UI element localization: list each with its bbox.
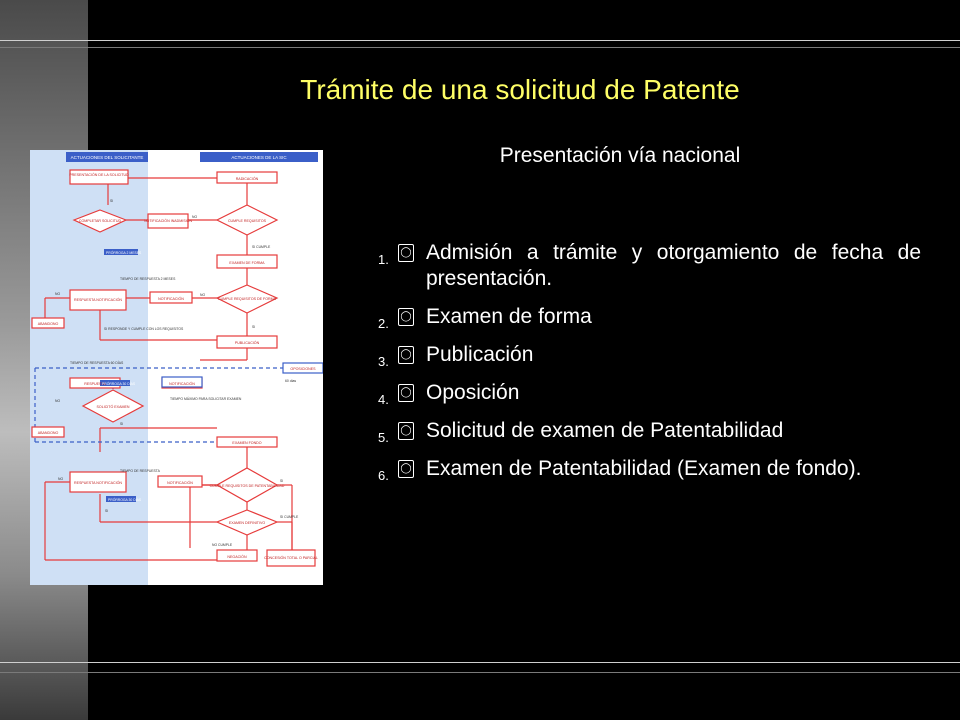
step-number: 6. xyxy=(378,468,389,483)
slide-subtitle: Presentación vía nacional xyxy=(499,144,741,167)
slide-title: Trámite de una solicitud de Patente xyxy=(300,74,740,105)
node-cumple3: CUMPLE REQUISITOS DE PATENTABILIDAD xyxy=(209,484,285,488)
bottom-rule-1 xyxy=(0,662,960,663)
node-abandono2: ABANDONO xyxy=(37,431,59,435)
applicant-header: ACTUACIONES DEL SOLICITANTE xyxy=(70,155,144,160)
sic-header: ACTUACIONES DE LA SIC xyxy=(231,155,287,160)
node-cumple2: CUMPLE REQUISITOS DE FORMA xyxy=(217,297,277,301)
node-examen-forma: EXAMEN DE FORMA xyxy=(229,261,265,265)
list-item xyxy=(378,342,921,368)
node-presentacion: PRESENTACIÓN DE LA SOLICITUD xyxy=(69,173,129,177)
node-notif4: NOTIFICACIÓN xyxy=(167,481,193,485)
list-item xyxy=(378,418,921,444)
bullet-icon: ◯ xyxy=(398,460,414,478)
step-number: 3. xyxy=(378,354,389,369)
node-respuesta2: RESPUESTA xyxy=(84,382,106,386)
bullet-icon: ◯ xyxy=(398,422,414,440)
edge-no-3: NO xyxy=(55,292,61,296)
list-item xyxy=(378,240,921,292)
node-abandono1: ABANDONO xyxy=(37,322,59,326)
edge-si-cumple: SI CUMPLE xyxy=(252,245,271,249)
edge-resp: SI RESPONDE Y CUMPLE CON LOS REQUISITOS xyxy=(104,327,184,331)
node-publicacion: PUBLICACIÓN xyxy=(234,341,260,345)
node-completar: COMPLETAR SOLICITUD xyxy=(78,219,122,223)
step-text: Admisión a trámite y otorgamiento de fecha de presentación. xyxy=(426,241,921,290)
node-radicacion: RADICACIÓN xyxy=(235,177,259,181)
edge-t4: TIEMPO DE RESPUESTA xyxy=(120,469,160,473)
edge-no-5: NO xyxy=(58,477,64,481)
edge-no-4: NO xyxy=(55,399,61,403)
edge-si-cumple-2: SI CUMPLE xyxy=(280,515,299,519)
edge-p2: PRÓRROGA 30 DÍAS xyxy=(102,382,136,386)
top-rule-1 xyxy=(0,40,960,41)
step-text: Examen de forma xyxy=(426,305,592,328)
steps-list xyxy=(378,240,921,494)
edge-si-4: SI xyxy=(280,479,284,483)
edge-no-2: NO xyxy=(200,293,206,297)
edge-p3: PRÓRROGA 30 DÍAS xyxy=(108,498,142,502)
step-text: Solicitud de examen de Patentabilidad xyxy=(426,419,784,442)
step-text: Publicación xyxy=(426,343,534,366)
list-item xyxy=(378,380,921,406)
node-respuesta1: RESPUESTA NOTIFICACIÓN xyxy=(73,298,123,302)
node-examen-fondo: EXAMEN FONDO xyxy=(232,441,262,445)
edge-si-1: SI xyxy=(110,199,114,203)
step-text: Examen de Patentabilidad (Examen de fondo). xyxy=(426,457,862,480)
node-oposiciones: OPOSICIONES xyxy=(290,367,316,371)
list-item xyxy=(378,304,921,330)
patent-flowchart xyxy=(30,150,323,585)
step-number: 4. xyxy=(378,392,389,407)
edge-p1: PRÓRROGA 2 MESES xyxy=(106,251,142,255)
edge-si-2: SI xyxy=(252,325,256,329)
top-rule-2 xyxy=(0,47,960,48)
node-solicito: SOLICITÓ EXAMEN xyxy=(96,405,130,409)
list-item xyxy=(378,456,921,482)
step-text: Oposición xyxy=(426,381,520,404)
edge-t2: TIEMPO DE RESPUESTA 60 DÍAS xyxy=(70,361,124,365)
node-notif3: NOTIFICACIÓN xyxy=(169,382,195,386)
node-negacion: NEGACIÓN xyxy=(227,555,247,559)
node-concesion: CONCESIÓN TOTAL O PARCIAL xyxy=(264,556,318,560)
node-notif2: NOTIFICACIÓN xyxy=(158,297,184,301)
node-respuesta3: RESPUESTA NOTIFICACIÓN xyxy=(73,481,123,485)
edge-t3: TIEMPO MÁXIMO PARA SOLICITAR EXAMEN xyxy=(170,397,242,401)
edge-si-3: SI xyxy=(120,422,124,426)
edge-dias: 60 días xyxy=(285,379,297,383)
node-cumple1: CUMPLE REQUISITOS xyxy=(227,219,267,223)
step-number: 1. xyxy=(378,252,389,267)
bottom-rule-2 xyxy=(0,672,960,673)
bullet-icon: ◯ xyxy=(398,346,414,364)
node-examen-def: EXAMEN DEFINITIVO xyxy=(228,521,266,525)
edge-no-1: NO xyxy=(192,215,198,219)
step-number: 2. xyxy=(378,316,389,331)
bullet-icon: ◯ xyxy=(398,384,414,402)
edge-si-5: SI xyxy=(105,509,109,513)
edge-t1: TIEMPO DE RESPUESTA 2 MESES xyxy=(120,277,176,281)
node-notif1: NOTIFICACIÓN INADMISIÓN xyxy=(143,219,193,223)
step-number: 5. xyxy=(378,430,389,445)
edge-no-cumple: NO CUMPLE xyxy=(212,543,233,547)
bullet-icon: ◯ xyxy=(398,308,414,326)
bullet-icon: ◯ xyxy=(398,244,414,262)
